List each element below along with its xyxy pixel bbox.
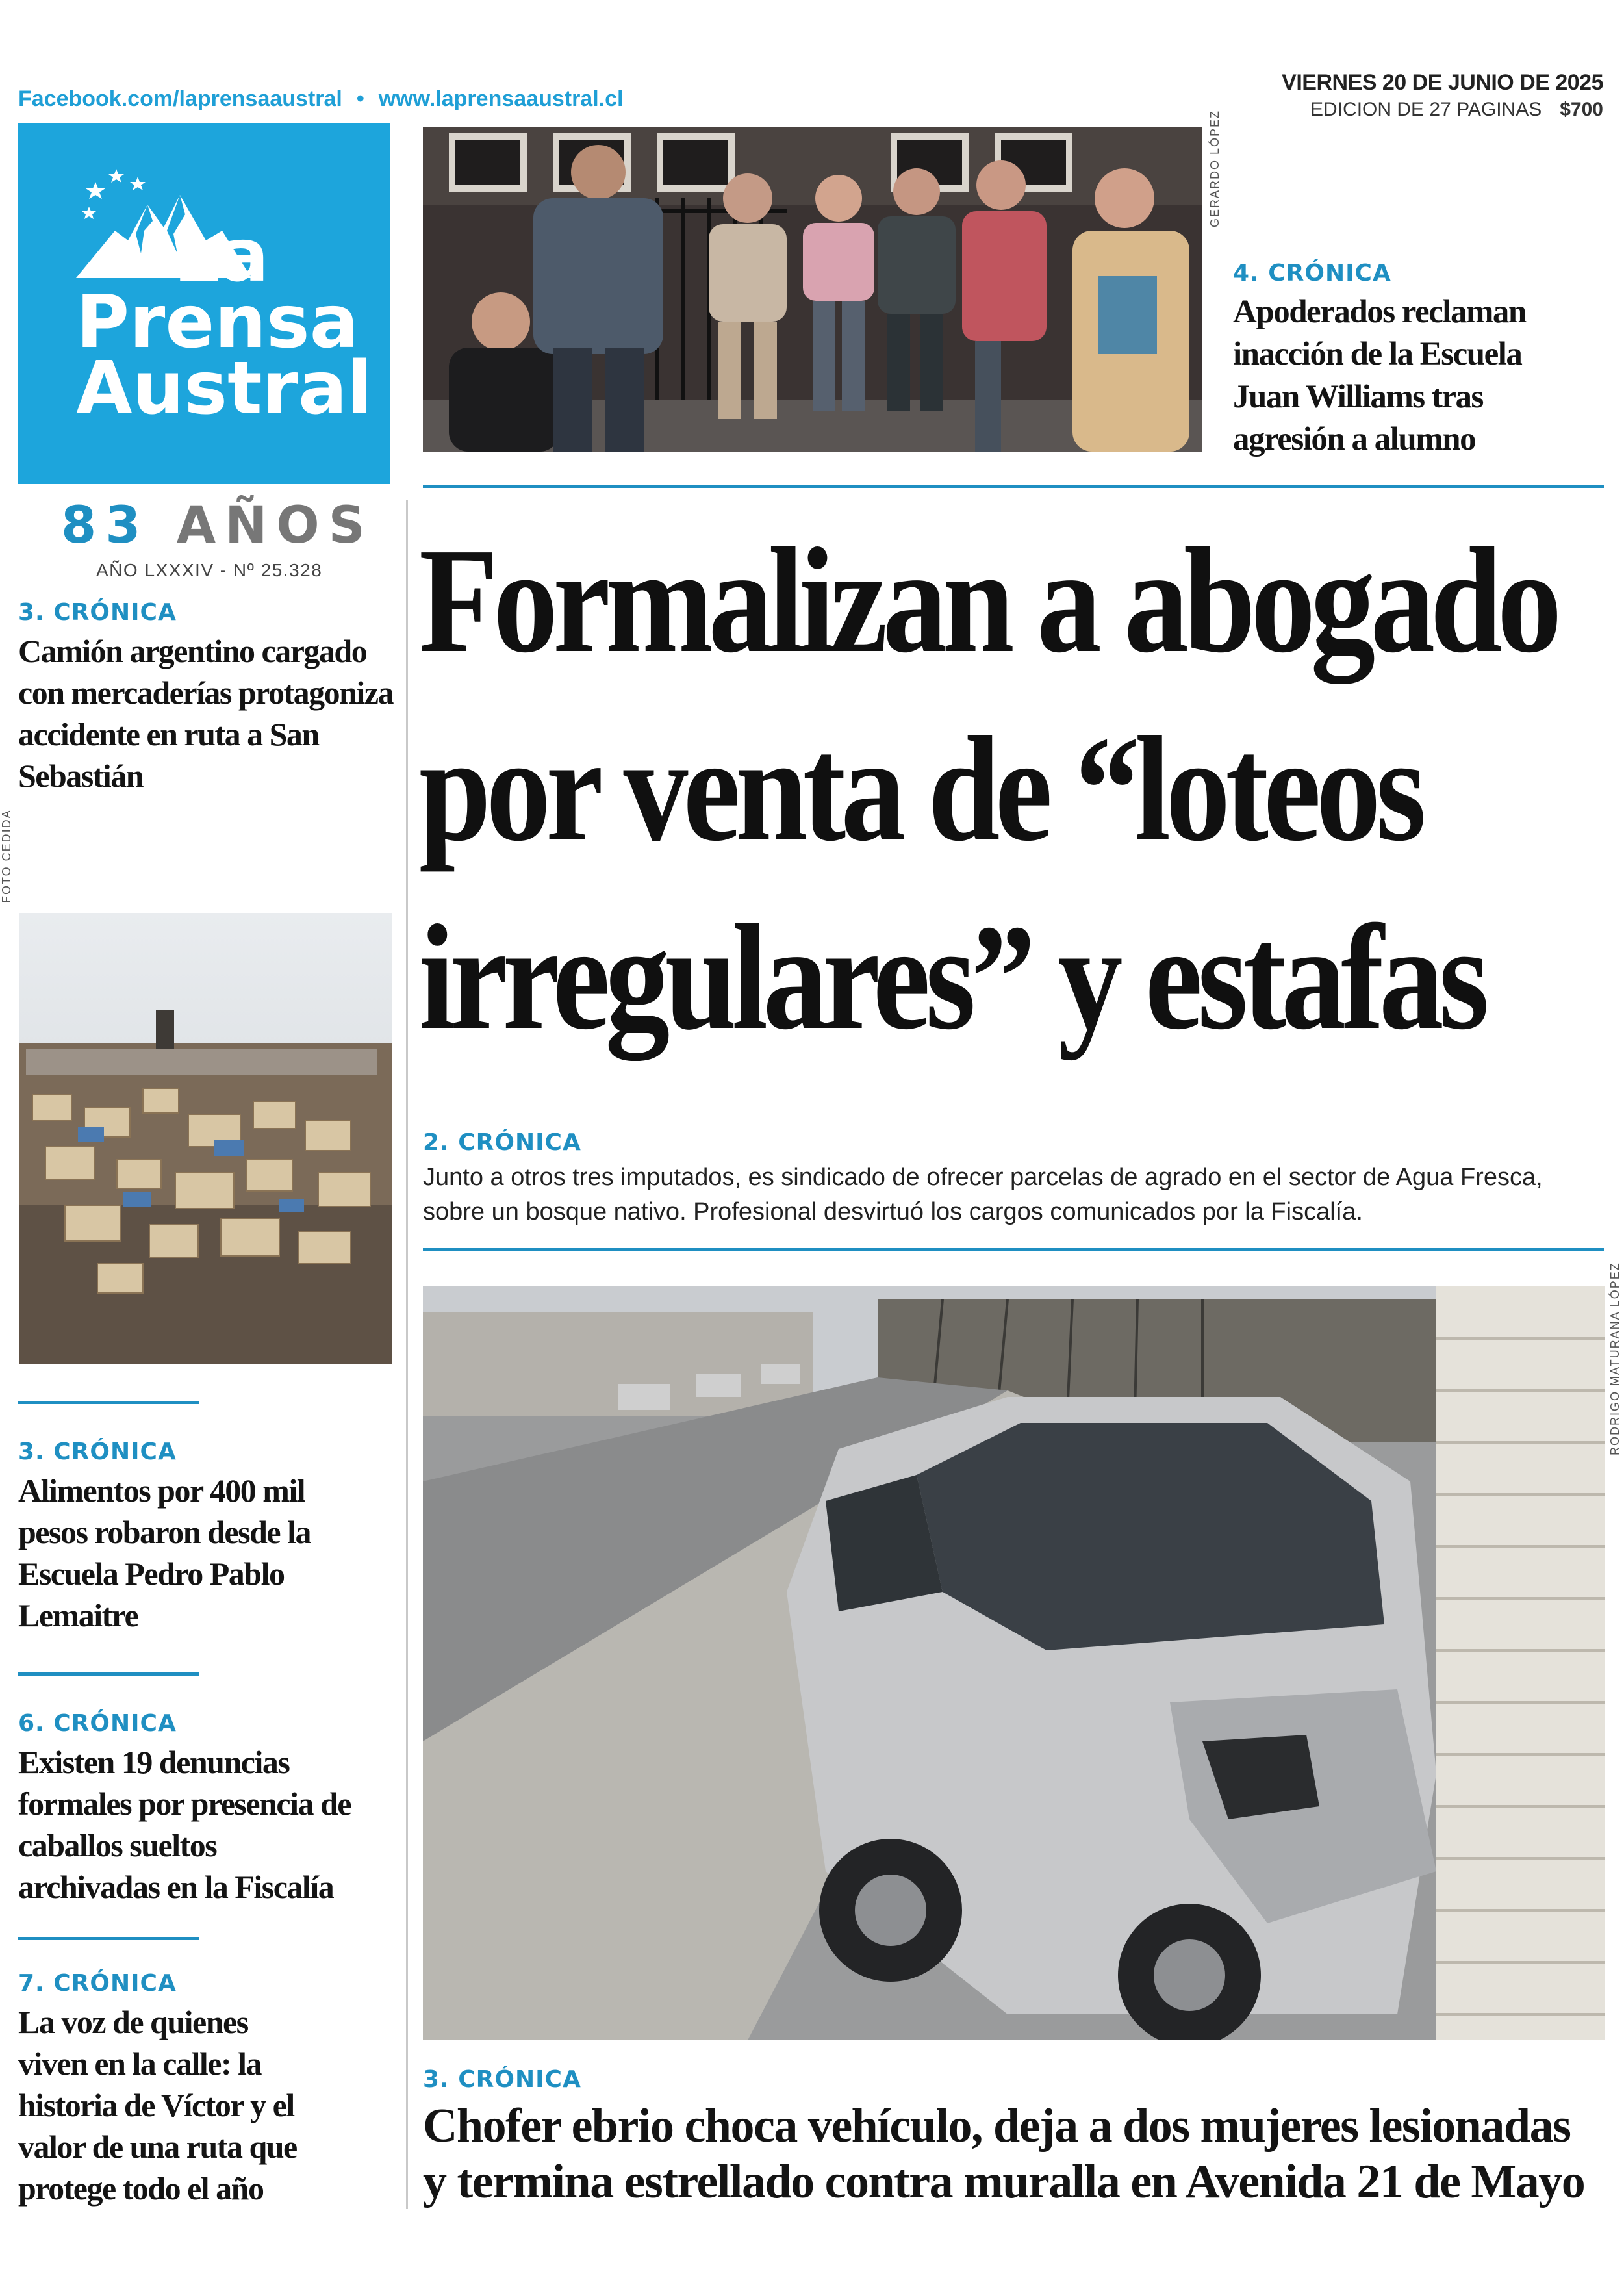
photo-credit: GERARDO LÓPEZ — [1208, 109, 1221, 227]
section-rule — [423, 485, 1604, 488]
section-label: 6. CRÓNICA — [18, 1710, 177, 1737]
truck-accident-photo[interactable] — [19, 913, 392, 1364]
issue-number: AÑO LXXXIV - Nº 25.328 — [96, 560, 323, 580]
section-label: 7. CRÓNICA — [18, 1970, 177, 1997]
main-headline-line-3[interactable]: irregulares” y estafas — [419, 894, 1484, 1061]
main-story-deck: Junto a otros tres imputados, es sindicado de ofrecer parcelas de agrado en el sector de Agua Fresca, sobre un bosque nativo. Profesional desvirtuó los cargos comunicados por la Fiscalía. — [423, 1164, 1543, 1226]
newspaper-logo[interactable] — [18, 123, 390, 484]
masthead-links — [18, 86, 623, 112]
bottom-story-title-line-2[interactable]: y termina estrellado contra muralla en Avenida 21 de Mayo — [423, 2155, 1585, 2208]
story-divider — [18, 1401, 199, 1404]
bottom-story-title-line-1[interactable]: Chofer ebrio choca vehículo, deja a dos mujeres lesionadas — [423, 2099, 1571, 2153]
separator-dot: • — [356, 86, 364, 111]
parents-protest-photo[interactable] — [423, 127, 1202, 452]
edition-info — [1104, 99, 1603, 121]
edition-pages: EDICION DE 27 PAGINAS — [1310, 99, 1542, 120]
logo-word-austral: Austral — [76, 346, 372, 431]
left-story-3-title[interactable]: Existen 19 denuncias formales por presencia de caballos sueltos archivadas en la Fiscalía — [18, 1744, 351, 1905]
top-story-title[interactable]: Apoderados reclaman inacción de la Escuela Juan Williams tras agresión a alumno — [1233, 294, 1526, 457]
website-link[interactable]: www.laprensaaustral.cl — [378, 86, 624, 111]
price: $700 — [1560, 99, 1603, 120]
anniversary-badge — [61, 496, 374, 555]
story-divider — [18, 1672, 199, 1676]
section-label: 3. CRÓNICA — [423, 2066, 581, 2093]
section-label: 4. CRÓNICA — [1233, 260, 1391, 287]
logo-word-la: La — [173, 214, 269, 298]
section-label: 3. CRÓNICA — [18, 599, 177, 626]
left-story-4-title[interactable]: La voz de quienes viven en la calle: la historia de Víctor y el valor de una ruta que protege todo el año — [18, 2004, 297, 2207]
main-headline-line-2[interactable]: por venta de “loteos — [419, 706, 1421, 873]
column-divider — [406, 500, 408, 2209]
section-rule — [423, 1248, 1604, 1251]
section-label: 2. CRÓNICA — [423, 1129, 581, 1156]
facebook-link[interactable]: Facebook.com/laprensaaustral — [18, 86, 342, 111]
main-headline-line-1[interactable]: Formalizan a abogado — [419, 517, 1557, 684]
left-story-1-title[interactable]: Camión argentino cargado con mercaderías protagoniza accidente en ruta a San Sebastián — [18, 633, 394, 794]
photo-credit: RODRIGO MATURANA LÓPEZ — [1608, 1262, 1621, 1455]
photo-credit: FOTO CEDIDA — [0, 809, 13, 903]
anniversary-number: 83 — [61, 496, 150, 555]
car-crash-photo[interactable] — [423, 1286, 1605, 2040]
story-divider — [18, 1937, 199, 1940]
left-story-2-title[interactable]: Alimentos por 400 mil pesos robaron desde la Escuela Pedro Pablo Lemaitre — [18, 1472, 311, 1633]
section-label: 3. CRÓNICA — [18, 1439, 177, 1465]
issue-date: VIERNES 20 DE JUNIO DE 2025 — [1282, 70, 1603, 95]
anniversary-word: AÑOS — [176, 496, 374, 555]
logo-word-prensa: Prensa — [76, 280, 359, 365]
